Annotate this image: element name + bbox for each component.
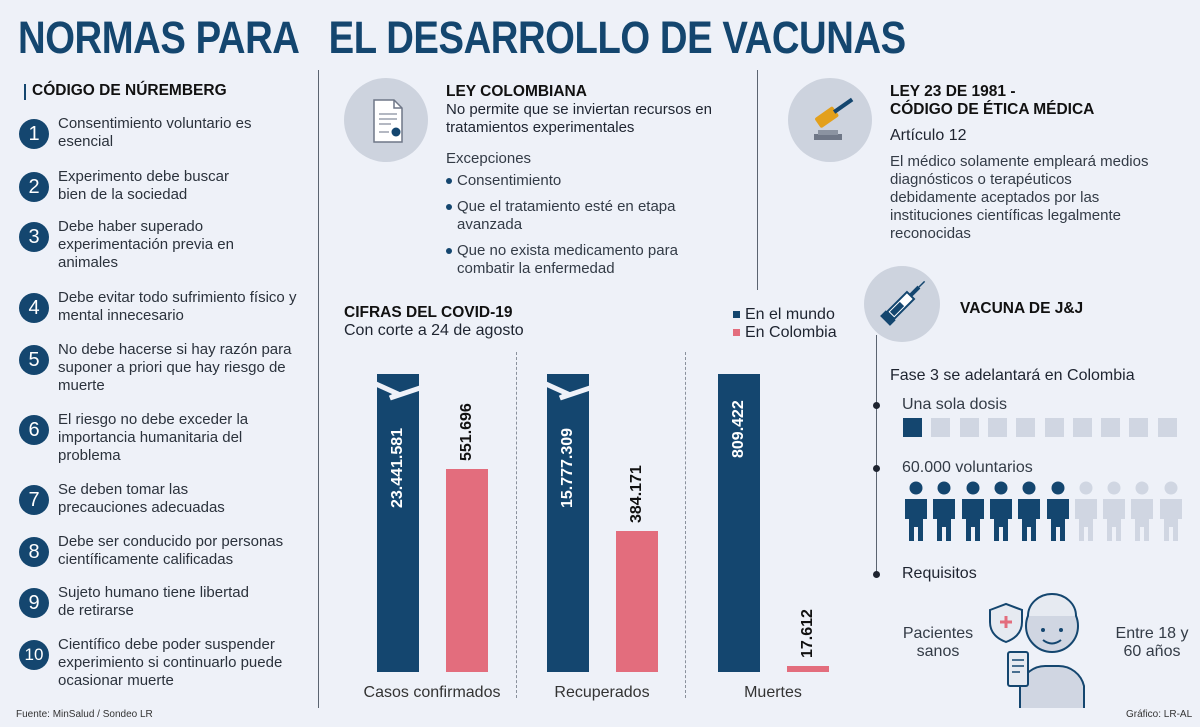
- jj-divider: [876, 335, 877, 575]
- dose-label: Una sola dosis: [902, 396, 1007, 413]
- legend-colombia: En Colombia: [733, 324, 837, 342]
- bar-colombia-1: [616, 531, 658, 672]
- timeline-dot-volunteers: [873, 465, 880, 472]
- nuremberg-item-4: Debe evitar todo sufrimiento físico y mental innecesario: [58, 289, 297, 324]
- ley-colombiana-subtitle: No permite que se inviertan recursos en tratamientos experimentales: [446, 101, 712, 136]
- bar-value-label: 384.171: [628, 464, 645, 523]
- bullet-icon: [446, 248, 452, 254]
- ley23-heading-2: CÓDIGO DE ÉTICA MÉDICA: [890, 101, 1095, 118]
- nuremberg-number-9: 9: [19, 588, 49, 618]
- dose-square: [1016, 418, 1035, 437]
- chart-subtitle: Con corte a 24 de agosto: [344, 322, 524, 339]
- person-icon: [1045, 481, 1071, 543]
- axis-break-icon: [546, 378, 590, 402]
- bar-value-label: 809.422: [730, 400, 747, 458]
- chart-separator-2: [685, 352, 686, 698]
- ley23-text: El médico solamente empleará medios diagnósticos o terapéuticos debidamente aceptados por las instituciones científicas legalmente reconocidas: [890, 153, 1149, 242]
- document-icon: [344, 78, 428, 162]
- exception-item-2: Que el tratamiento esté en etapa avanzada: [446, 198, 676, 234]
- person-icon: [1101, 481, 1127, 543]
- dose-square: [931, 418, 950, 437]
- page-title: NORMAS PARA EL DESARROLLO DE VACUNAS: [18, 12, 906, 63]
- chart-title: CIFRAS DEL COVID-19: [344, 304, 513, 321]
- ley-colombiana-heading: LEY COLOMBIANA: [446, 83, 587, 100]
- bar-world-1: [547, 374, 589, 672]
- dose-square: [988, 418, 1007, 437]
- nuremberg-number-4: 4: [19, 293, 49, 323]
- dose-square: [903, 418, 922, 437]
- nuremberg-item-6: El riesgo no debe exceder la importancia humanitaria del problema: [58, 411, 249, 464]
- gavel-icon-circle: [788, 78, 872, 162]
- dose-square: [1073, 418, 1092, 437]
- dose-square: [1158, 418, 1177, 437]
- exception-item-1: Consentimiento: [446, 172, 716, 190]
- person-icon: [903, 481, 929, 543]
- volunteers-label: 60.000 voluntarios: [902, 459, 1033, 476]
- divider-2: [757, 70, 758, 290]
- nuremberg-number-2: 2: [19, 172, 49, 202]
- bar-colombia-2: [787, 666, 829, 672]
- person-icon: [931, 481, 957, 543]
- person-icon: [1073, 481, 1099, 543]
- req-right-text: Entre 18 y 60 años: [1115, 625, 1189, 660]
- requirements-label: Requisitos: [902, 565, 977, 582]
- timeline-dot-requirements: [873, 571, 880, 578]
- nuremberg-number-10: 10: [19, 640, 49, 670]
- syringe-icon-circle: [864, 266, 940, 342]
- nuremberg-item-10: Científico debe poder suspender experimiento si continuarlo puede ocasionar muerte: [58, 636, 283, 689]
- nuremberg-heading: CÓDIGO DE NÚREMBERG: [32, 82, 227, 99]
- syringe-icon: [864, 266, 940, 342]
- dose-square: [960, 418, 979, 437]
- legend-swatch-world: [733, 311, 740, 318]
- footer-source: Fuente: MinSalud / Sondeo LR: [16, 709, 153, 720]
- bar-value-label: 17.612: [799, 608, 816, 658]
- axis-break-icon: [376, 378, 420, 402]
- ley23-heading-1: LEY 23 DE 1981 -: [890, 83, 1016, 100]
- dose-square: [1101, 418, 1120, 437]
- dose-square: [1129, 418, 1148, 437]
- nuremberg-item-1: Consentimiento voluntario es esencial: [58, 115, 252, 150]
- bar-colombia-0: [446, 469, 488, 672]
- nuremberg-number-5: 5: [19, 345, 49, 375]
- bar-value-label: 551.696: [458, 403, 475, 461]
- person-icon: [1129, 481, 1155, 543]
- nuremberg-item-7: Se deben tomar las precauciones adecuadas: [58, 481, 225, 516]
- heading-accent: [24, 84, 26, 100]
- nuremberg-number-6: 6: [19, 415, 49, 445]
- nuremberg-item-3: Debe haber superado experimentación previa en animales: [58, 218, 234, 271]
- bullet-icon: [446, 178, 452, 184]
- jj-phase: Fase 3 se adelantará en Colombia: [890, 367, 1135, 384]
- bar-value-label: 23.441.581: [389, 427, 406, 508]
- legend-swatch-colombia: [733, 329, 740, 336]
- chart-separator-1: [516, 352, 517, 698]
- nuremberg-item-5: No debe hacerse si hay razón para suponer a priori que hay riesgo de muerte: [58, 341, 292, 394]
- person-icon: [1158, 481, 1184, 543]
- document-icon-circle: [344, 78, 428, 162]
- nuremberg-number-3: 3: [19, 222, 49, 252]
- timeline-dot-dose: [873, 402, 880, 409]
- ley23-article: Artículo 12: [890, 127, 967, 144]
- jj-heading: VACUNA DE J&J: [960, 300, 1084, 317]
- req-left-text: Pacientes sanos: [902, 625, 974, 660]
- nuremberg-item-9: Sujeto humano tiene libertad de retirarse: [58, 584, 249, 619]
- nuremberg-number-7: 7: [19, 485, 49, 515]
- bar-value-label: 15.777.309: [559, 427, 576, 508]
- bar-world-0: [377, 374, 419, 672]
- footer-credit: Gráfico: LR-AL: [1126, 709, 1193, 720]
- category-label-0: Casos confirmados: [363, 684, 501, 701]
- patient-icon: [980, 580, 1110, 710]
- nuremberg-number-8: 8: [19, 537, 49, 567]
- bullet-icon: [446, 204, 452, 210]
- gavel-icon: [788, 78, 872, 162]
- exception-item-3: Que no exista medicamento para combatir la enfermedad: [446, 242, 716, 278]
- divider-1: [318, 70, 319, 708]
- person-icon: [960, 481, 986, 543]
- legend-world: En el mundo: [733, 306, 835, 324]
- person-icon: [988, 481, 1014, 543]
- nuremberg-number-1: 1: [19, 119, 49, 149]
- person-icon: [1016, 481, 1042, 543]
- category-label-1: Recuperados: [554, 684, 650, 701]
- category-label-2: Muertes: [744, 684, 802, 701]
- exceptions-label: Excepciones: [446, 150, 532, 167]
- nuremberg-item-8: Debe ser conducido por personas científicamente calificadas: [58, 533, 284, 568]
- dose-square: [1045, 418, 1064, 437]
- nuremberg-item-2: Experimento debe buscar bien de la sociedad: [58, 168, 229, 203]
